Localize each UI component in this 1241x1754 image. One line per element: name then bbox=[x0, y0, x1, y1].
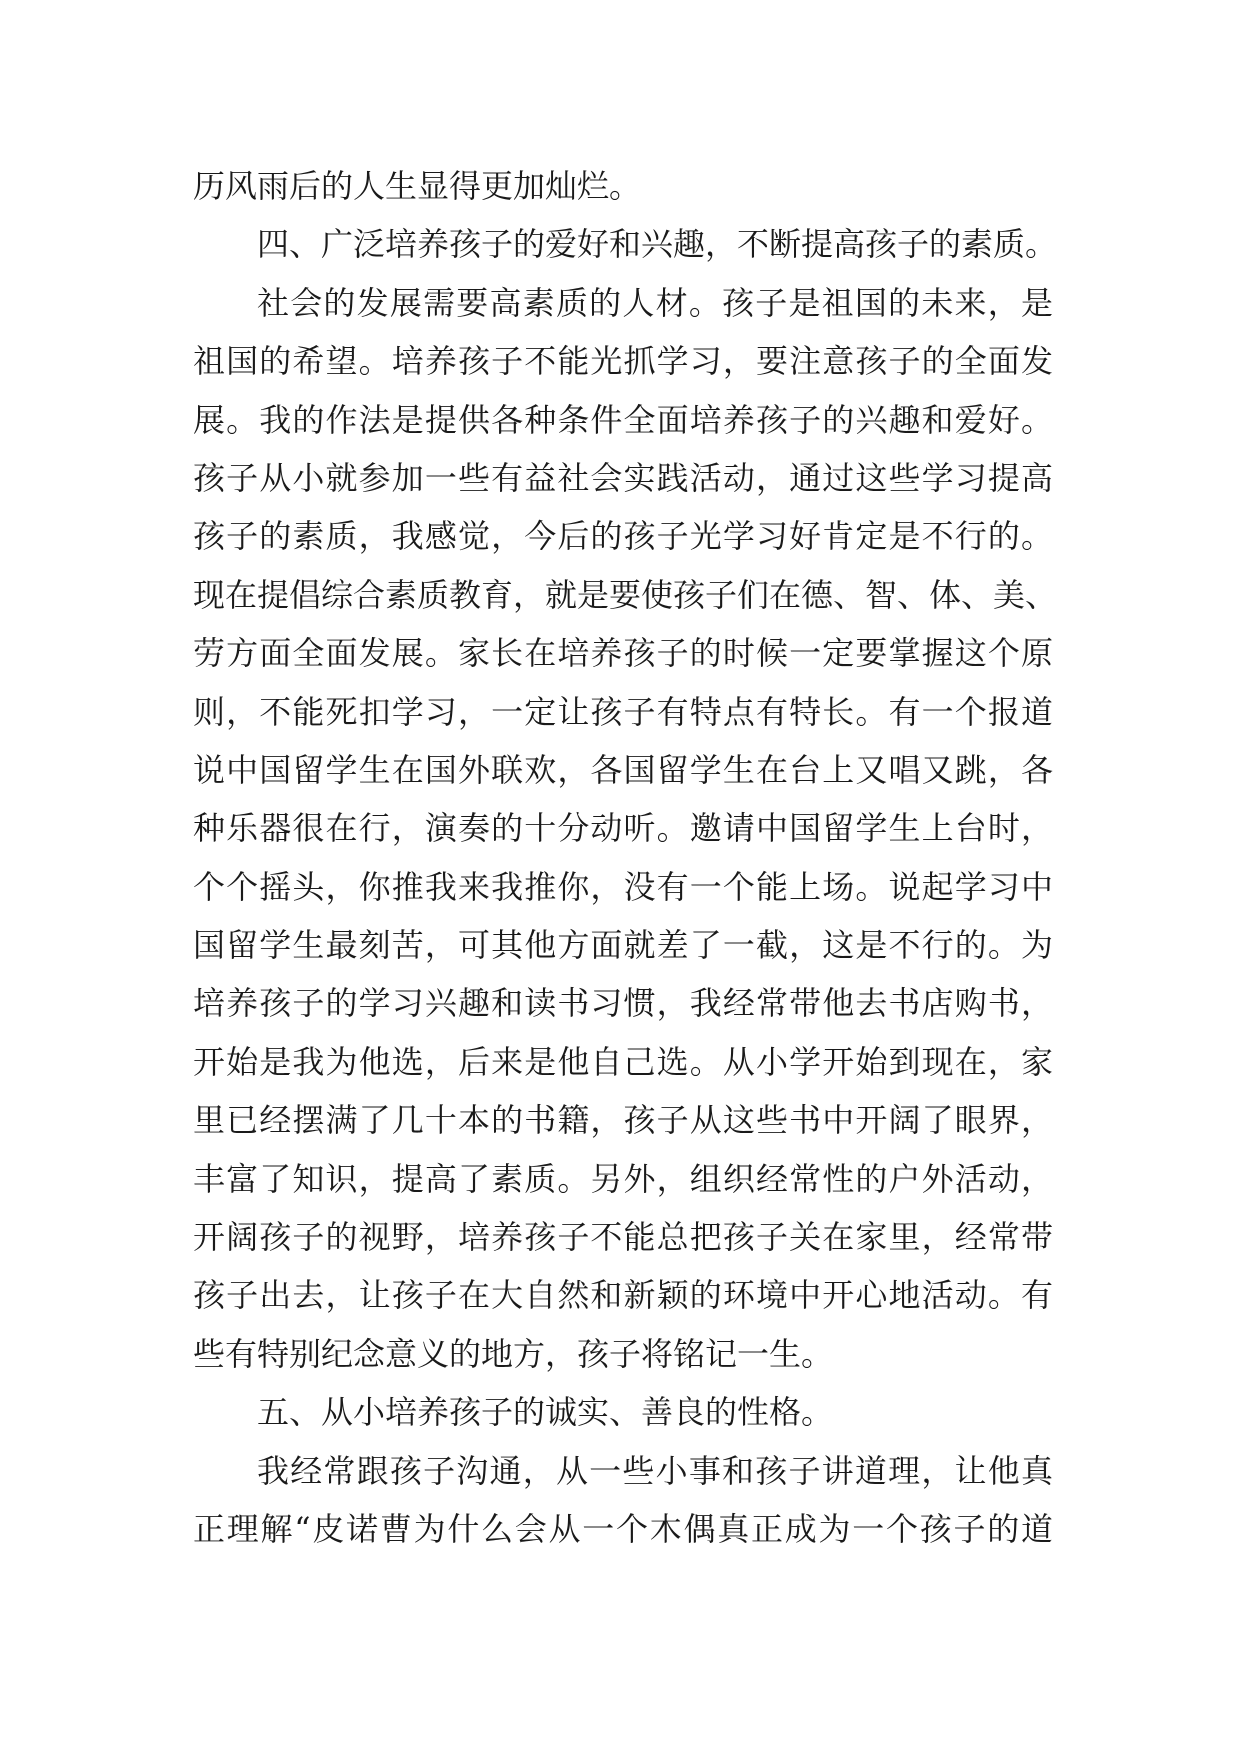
text-line: 现在提倡综合素质教育，就是要使孩子们在德、智、体、美、 bbox=[193, 575, 1058, 614]
body-text bbox=[193, 157, 1058, 1558]
text-line: 正理解“皮诺曹为什么会从一个木偶真正成为一个孩子的道 bbox=[193, 1509, 1053, 1548]
text-line: 祖国的希望。培养孩子不能光抓学习，要注意孩子的全面发 bbox=[193, 342, 1053, 381]
text-line: 开阔孩子的视野，培养孩子不能总把孩子关在家里，经常带 bbox=[193, 1218, 1053, 1257]
text-line: 展。我的作法是提供各种条件全面培养孩子的兴趣和爱好。 bbox=[193, 400, 1053, 439]
text-line: 国留学生最刻苦，可其他方面就差了一截，这是不行的。为 bbox=[193, 926, 1053, 965]
text-line: 孩子的素质，我感觉，今后的孩子光学习好肯定是不行的。 bbox=[193, 517, 1053, 556]
text-line: 孩子从小就参加一些有益社会实践活动，通过这些学习提高 bbox=[193, 458, 1053, 497]
text-line: 四、广泛培养孩子的爱好和兴趣，不断提高孩子的素质。 bbox=[257, 225, 1058, 264]
text-line: 种乐器很在行，演奏的十分动听。邀请中国留学生上台时， bbox=[193, 809, 1053, 848]
text-line: 个个摇头，你推我来我推你，没有一个能上场。说起学习中 bbox=[193, 867, 1053, 906]
text-line: 培养孩子的学习兴趣和读书习惯，我经常带他去书店购书， bbox=[193, 984, 1053, 1023]
text-line: 丰富了知识，提高了素质。另外，组织经常性的户外活动， bbox=[193, 1159, 1053, 1198]
text-line: 社会的发展需要高素质的人材。孩子是祖国的未来，是 bbox=[257, 283, 1053, 322]
text-line: 孩子出去，让孩子在大自然和新颖的环境中开心地活动。有 bbox=[193, 1276, 1053, 1315]
text-line: 开始是我为他选，后来是他自己选。从小学开始到现在，家 bbox=[193, 1042, 1053, 1081]
text-line: 则，不能死扣学习，一定让孩子有特点有特长。有一个报道 bbox=[193, 692, 1053, 731]
text-line: 我经常跟孩子沟通，从一些小事和孩子讲道理，让他真 bbox=[257, 1451, 1053, 1490]
text-line: 五、从小培养孩子的诚实、善良的性格。 bbox=[257, 1393, 834, 1432]
text-line: 劳方面全面发展。家长在培养孩子的时候一定要掌握这个原 bbox=[193, 634, 1053, 673]
text-line: 说中国留学生在国外联欢，各国留学生在台上又唱又跳，各 bbox=[193, 750, 1053, 789]
text-line: 历风雨后的人生显得更加灿烂。 bbox=[193, 167, 642, 205]
text-line: 里已经摆满了几十本的书籍，孩子从这些书中开阔了眼界， bbox=[193, 1101, 1053, 1140]
text-line: 些有特别纪念意义的地方，孩子将铭记一生。 bbox=[193, 1334, 834, 1373]
